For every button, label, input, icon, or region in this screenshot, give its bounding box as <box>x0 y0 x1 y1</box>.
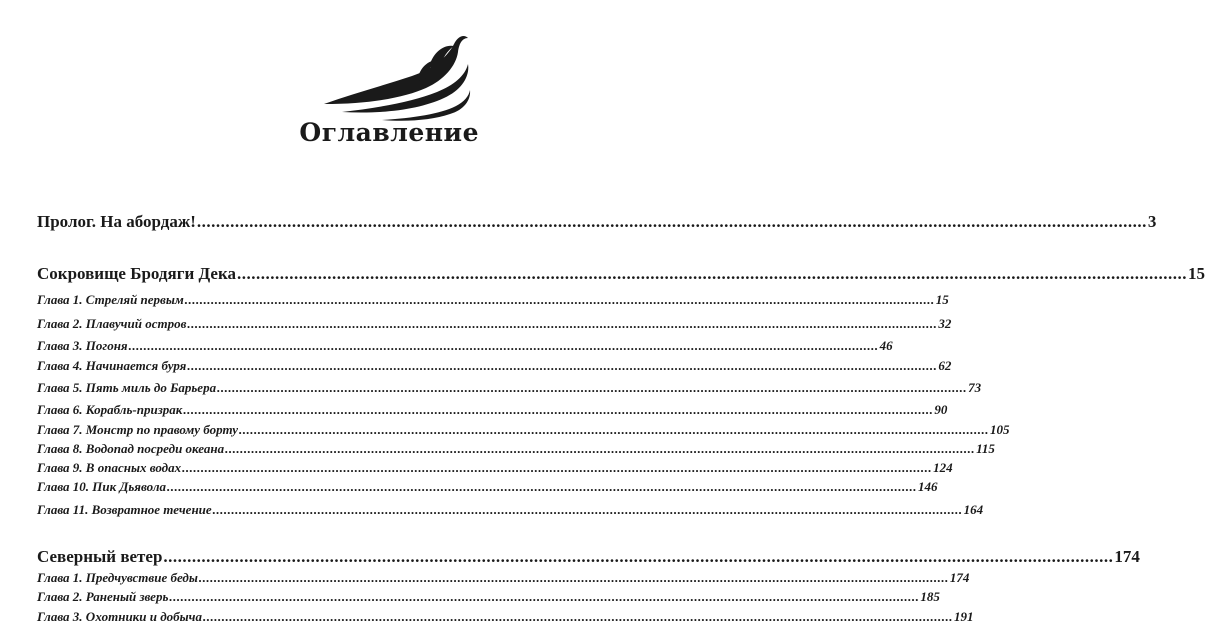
toc-chapter-entry <box>37 292 949 308</box>
toc-entry-page-number: 174 <box>1114 547 1140 566</box>
toc-chapter-entry <box>37 441 995 457</box>
dot-leader: ........................................................................................................................................................................................................ <box>169 589 920 604</box>
dot-leader: ........................................................................................................................................................................................................ <box>182 460 933 475</box>
toc-entry-page-number: 73 <box>968 380 982 395</box>
toc-entry-page-number: 46 <box>879 338 893 353</box>
toc-entry-page-number: 115 <box>976 441 995 456</box>
toc-part-entry <box>37 547 1140 567</box>
toc-entry-label: Глава 9. В опасных водах <box>37 460 182 475</box>
toc-entry-page-number: 146 <box>917 479 938 494</box>
dot-leader: ........................................................................................................................................................................................................ <box>166 479 917 494</box>
toc-entry-label: Глава 11. Возвратное течение <box>37 502 212 517</box>
dot-leader: ........................................................................................................................................................................................................ <box>184 292 935 307</box>
toc-chapter-entry <box>37 570 970 586</box>
toc-chapter-entry <box>37 402 948 418</box>
toc-entry-page-number: 15 <box>935 292 949 307</box>
toc-entry-page-number: 164 <box>963 502 984 517</box>
toc-chapter-entry <box>37 338 893 354</box>
toc-chapter-entry <box>37 380 982 396</box>
toc-chapter-entry <box>37 316 952 332</box>
toc-entry-label: Северный ветер <box>37 547 163 566</box>
toc-entry-page-number: 185 <box>920 589 940 604</box>
toc-entry-label: Глава 1. Стреляй первым <box>37 292 184 307</box>
dot-leader: ........................................................................................................................................................................................................ <box>187 358 938 373</box>
toc-chapter-entry <box>37 358 952 374</box>
toc-entry-label: Глава 3. Охотники и добыча <box>37 609 203 624</box>
toc-part-entry <box>37 264 1205 284</box>
toc-entry-page-number: 124 <box>933 460 953 475</box>
toc-entry-page-number: 90 <box>934 402 948 417</box>
toc-entry-label: Глава 8. Водопад посреди океана <box>37 441 225 456</box>
toc-entry-label: Глава 6. Корабль-призрак <box>37 402 183 417</box>
toc-entry-label: Глава 2. Раненый зверь <box>37 589 169 604</box>
dot-leader: ........................................................................................................................................................................................................ <box>187 316 938 331</box>
dot-leader: ........................................................................................................................................................................................................ <box>198 570 949 585</box>
dot-leader: ........................................................................................................................................................................................................ <box>183 402 934 417</box>
toc-entry-label: Глава 3. Погоня <box>37 338 128 353</box>
toc-entry-label: Глава 7. Монстр по правому борту <box>37 422 239 437</box>
wave-ornament-icon <box>322 34 472 124</box>
toc-entry-page-number: 191 <box>954 609 974 624</box>
dot-leader: ........................................................................................................................................................................................................ <box>128 338 879 353</box>
toc-chapter-entry <box>37 422 1010 438</box>
toc-part-entry <box>37 212 1157 232</box>
toc-entry-page-number: 32 <box>938 316 952 331</box>
toc-entry-page-number: 62 <box>938 358 952 373</box>
toc-entry-label: Глава 5. Пять миль до Барьера <box>37 380 217 395</box>
toc-entry-label: Глава 1. Предчувствие беды <box>37 570 198 585</box>
toc-chapter-entry <box>37 589 940 605</box>
dot-leader: ........................................................................................................................................................................................................ <box>225 441 976 456</box>
toc-chapter-entry <box>37 460 953 476</box>
toc-entry-page-number: 15 <box>1187 264 1205 283</box>
toc-entry-label: Глава 2. Плавучий остров <box>37 316 187 331</box>
toc-entry-page-number: 174 <box>949 570 970 585</box>
toc-chapter-entry <box>37 609 974 625</box>
dot-leader: ........................................................................................................................................................................................................ <box>236 264 1187 283</box>
toc-entry-label: Глава 10. Пик Дьявола <box>37 479 166 494</box>
dot-leader: ........................................................................................................................................................................................................ <box>217 380 968 395</box>
toc-entry-label: Сокровище Бродяги Дека <box>37 264 236 283</box>
toc-chapter-entry <box>37 479 938 495</box>
dot-leader: ........................................................................................................................................................................................................ <box>212 502 963 517</box>
dot-leader: ........................................................................................................................................................................................................ <box>239 422 990 437</box>
dot-leader: ........................................................................................................................................................................................................ <box>203 609 954 624</box>
toc-entry-page-number: 3 <box>1147 212 1157 231</box>
toc-entry-label: Пролог. На абордаж! <box>37 212 196 231</box>
page-title: Оглавление <box>299 118 479 147</box>
dot-leader: ........................................................................................................................................................................................................ <box>163 547 1114 566</box>
toc-entry-page-number: 105 <box>990 422 1010 437</box>
toc-entry-label: Глава 4. Начинается буря <box>37 358 187 373</box>
dot-leader: ........................................................................................................................................................................................................ <box>196 212 1147 231</box>
toc-chapter-entry <box>37 502 984 518</box>
